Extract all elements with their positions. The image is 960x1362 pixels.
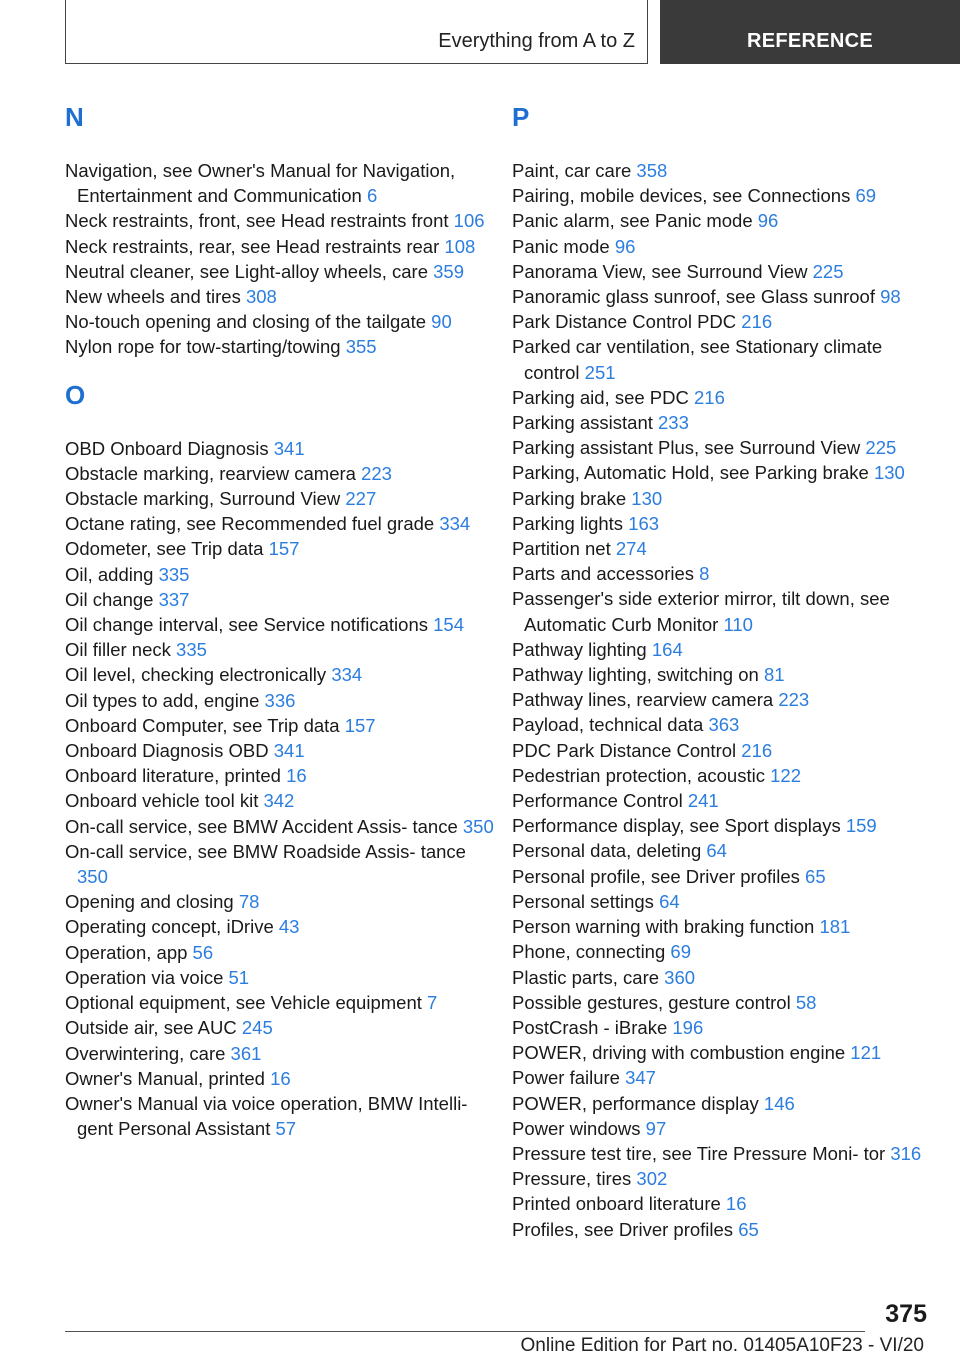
index-entry	[65, 1015, 495, 1040]
index-entry-text: Power failure	[512, 1067, 620, 1089]
index-page-link[interactable]: 110	[723, 613, 753, 635]
index-page-link[interactable]: 358	[636, 160, 668, 181]
index-page-link[interactable]: 57	[275, 1118, 297, 1140]
index-page-link[interactable]: 355	[345, 336, 377, 358]
index-entry-text: POWER, driving with combustion engine	[512, 1042, 846, 1064]
index-entry-text: Oil filler neck	[65, 639, 171, 661]
index-page-link[interactable]: 157	[268, 538, 300, 560]
index-page-link[interactable]: 16	[286, 765, 307, 787]
index-page-link[interactable]: 274	[615, 538, 647, 560]
index-entry	[65, 662, 495, 687]
index-page-link[interactable]: 65	[738, 1218, 759, 1240]
index-entry-text: Pairing, mobile devices, see Connections	[512, 185, 851, 207]
footer-edition: Online Edition for Part no. 01405A10F23 - VI/20	[520, 1335, 924, 1356]
index-entry	[65, 536, 495, 561]
index-entry-text: Personal settings	[512, 890, 654, 912]
index-entry	[65, 990, 495, 1015]
index-entry	[512, 385, 932, 410]
index-page-link[interactable]: 8	[699, 563, 710, 585]
index-page-link[interactable]: 225	[812, 260, 844, 282]
index-entry	[512, 965, 932, 990]
index-entry-text: Panoramic glass sunroof, see Glass sunroof	[512, 286, 875, 308]
index-entry-text: Optional equipment, see Vehicle equipment	[65, 992, 422, 1014]
index-entry	[65, 334, 495, 359]
index-entry-text: PostCrash - iBrake	[512, 1016, 668, 1038]
index-entry	[512, 1040, 932, 1065]
index-page-link[interactable]: 121	[850, 1042, 882, 1064]
index-entry	[512, 1217, 932, 1242]
index-page-link[interactable]: 361	[230, 1042, 262, 1064]
index-entry-text: Performance Control	[512, 790, 683, 812]
index-entry	[512, 990, 932, 1015]
index-page-link[interactable]: 227	[345, 488, 377, 510]
index-page-link[interactable]: 302	[636, 1168, 668, 1190]
index-entry	[65, 1066, 495, 1091]
index-page-link[interactable]: 130	[873, 462, 905, 484]
index-entry	[512, 586, 932, 636]
index-entry-text: Panic mode	[512, 235, 610, 257]
index-entry	[512, 1091, 932, 1116]
index-entry-text: Neck restraints, front, see Head restraints front	[65, 210, 449, 232]
index-entry-text: Plastic parts, care	[512, 966, 660, 988]
index-entry	[65, 1041, 495, 1066]
index-entry-text: Possible gestures, gesture control	[512, 991, 791, 1013]
index-entry	[65, 688, 495, 713]
index-entry	[65, 940, 495, 965]
index-page-link[interactable]: 16	[725, 1193, 747, 1215]
index-letter-heading: O	[65, 379, 86, 410]
index-entry	[512, 486, 932, 511]
index-entry	[512, 939, 932, 964]
index-entry	[65, 889, 495, 914]
index-entry	[512, 1116, 932, 1141]
index-entry-text: Parking brake	[512, 487, 627, 509]
index-page-link[interactable]: 308	[245, 286, 277, 308]
index-entry	[512, 511, 932, 536]
index-page-link[interactable]: 163	[628, 512, 660, 534]
index-page-link[interactable]: 90	[431, 311, 452, 333]
index-entry-text: Overwintering, care	[65, 1042, 226, 1064]
index-page-link[interactable]: 7	[427, 992, 438, 1014]
index-entry-text: Oil, adding	[65, 563, 154, 585]
footer-divider	[65, 1331, 865, 1332]
index-entry-text: Neck restraints, rear, see Head restraints rear	[65, 235, 440, 257]
index-entry-text: Panic alarm, see Panic mode	[512, 210, 753, 232]
index-page-link[interactable]: 342	[263, 790, 295, 812]
index-entry-text: Pathway lighting	[512, 638, 647, 660]
index-page-link[interactable]: 350	[77, 866, 108, 888]
index-entry-text: Outside air, see AUC	[65, 1017, 237, 1039]
index-entry	[512, 712, 932, 737]
index-entry	[512, 738, 932, 763]
index-page-link[interactable]: 334	[331, 664, 363, 686]
index-entry	[512, 334, 932, 384]
index-entry	[512, 763, 932, 788]
index-entry-text: Onboard literature, printed	[65, 765, 281, 787]
index-entry-text: Park Distance Control PDC	[512, 311, 737, 333]
index-entry-text: Navigation, see Owner's Manual for Navigation, Entertainment and Communication	[65, 160, 456, 207]
index-entry	[512, 284, 932, 309]
index-entry-text: Operating concept, iDrive	[65, 916, 274, 938]
index-page-link[interactable]: 96	[757, 210, 779, 232]
index-entry	[65, 208, 495, 233]
index-page-link[interactable]: 78	[238, 891, 260, 913]
index-entry	[512, 1166, 932, 1191]
index-page-link[interactable]: 181	[819, 916, 851, 938]
index-page-link[interactable]: 51	[228, 966, 250, 988]
index-page-link[interactable]: 341	[273, 437, 305, 459]
index-entry-text: Owner's Manual via voice operation, BMW Intelli- gent Personal Assistant	[65, 1092, 468, 1140]
index-entry	[65, 284, 495, 309]
index-entry	[512, 259, 932, 284]
index-entry	[65, 1091, 495, 1141]
index-page-link[interactable]: 341	[273, 740, 305, 762]
index-page-link[interactable]: 337	[158, 588, 190, 610]
index-entry-text: Personal data, deleting	[512, 840, 702, 862]
index-page-link[interactable]: 81	[763, 664, 785, 686]
index-page-link[interactable]: 245	[241, 1017, 273, 1039]
index-page-link[interactable]: 225	[865, 437, 897, 459]
index-entry	[512, 208, 932, 233]
index-entry-text: Oil change	[65, 588, 154, 610]
page-number: 375	[885, 1300, 927, 1328]
index-entry	[65, 612, 495, 637]
chapter-tab-label: REFERENCE	[746, 30, 874, 52]
index-entry	[65, 965, 495, 990]
header-section-box	[65, 0, 648, 64]
index-entry	[65, 814, 495, 839]
index-entry	[65, 511, 495, 536]
index-page-link[interactable]: 146	[763, 1092, 795, 1114]
index-page-link[interactable]: 16	[270, 1067, 291, 1089]
index-entry	[512, 864, 932, 889]
index-entry	[512, 158, 932, 183]
index-entry	[65, 486, 495, 511]
index-entry	[65, 788, 495, 813]
index-entry-text: Obstacle marking, rearview camera	[65, 462, 356, 484]
index-page-link[interactable]: 347	[625, 1067, 656, 1089]
index-entry	[512, 662, 932, 687]
index-entry-text: Oil level, checking electronically	[65, 664, 327, 686]
index-entry-text: Profiles, see Driver profiles	[512, 1218, 734, 1240]
index-entry	[512, 914, 932, 939]
index-entry-text: On-call service, see BMW Roadside Assis- tance	[65, 840, 466, 862]
index-entry-text: Operation via voice	[65, 966, 224, 988]
index-page-link[interactable]: 108	[444, 235, 476, 257]
index-entry-text: Parking, Automatic Hold, see Parking brake	[512, 462, 869, 484]
index-entry	[65, 914, 495, 939]
index-page-link[interactable]: 335	[158, 563, 190, 585]
index-entry	[512, 183, 932, 208]
index-page-link[interactable]: 223	[361, 462, 392, 484]
index-page-link[interactable]: 6	[367, 185, 378, 207]
index-entry	[65, 587, 495, 612]
index-page-link[interactable]: 69	[670, 941, 691, 963]
index-entry-text: Oil change interval, see Service notifications	[65, 614, 428, 636]
index-entry-text: PDC Park Distance Control	[512, 739, 737, 761]
index-page-link[interactable]: 69	[855, 185, 877, 207]
index-page-link[interactable]: 65	[805, 865, 826, 887]
index-page-link[interactable]: 122	[770, 764, 801, 786]
index-entry	[65, 234, 495, 259]
index-entry	[65, 562, 495, 587]
index-page-link[interactable]: 350	[462, 815, 494, 837]
index-page-link[interactable]: 130	[631, 487, 663, 509]
index-page-link[interactable]: 251	[584, 361, 616, 383]
index-entry-text: Parking assistant Plus, see Surround View	[512, 437, 861, 459]
index-entry-text: No-touch opening and closing of the tailgate	[65, 311, 427, 333]
index-entry-text: Performance display, see Sport displays	[512, 815, 841, 837]
index-entry	[65, 461, 495, 486]
index-entry	[65, 158, 495, 208]
index-page-link[interactable]: 241	[687, 790, 719, 812]
index-page-link[interactable]: 334	[439, 513, 471, 535]
index-entry	[65, 763, 495, 788]
index-entry	[512, 637, 932, 662]
index-page-link[interactable]: 164	[651, 638, 683, 660]
index-entry-text: Parking aid, see PDC	[512, 386, 689, 408]
index-entry-text: Pedestrian protection, acoustic	[512, 764, 765, 786]
index-entry	[512, 1141, 932, 1166]
index-entry-text: Onboard vehicle tool kit	[65, 790, 259, 812]
index-entry-text: Partition net	[512, 538, 611, 560]
index-entry-text: POWER, performance display	[512, 1092, 759, 1114]
index-entry	[65, 738, 495, 763]
index-page-link[interactable]: 336	[264, 689, 296, 711]
index-entry-text: Owner's Manual, printed	[65, 1067, 265, 1089]
index-entry	[512, 687, 932, 712]
index-column-left	[65, 100, 495, 1141]
index-entry-text: Onboard Computer, see Trip data	[65, 714, 340, 736]
index-entry-text: Pressure test tire, see Tire Pressure Moni- tor	[512, 1142, 886, 1164]
index-letter-heading: N	[65, 102, 84, 132]
index-entry-text: Nylon rope for tow-starting/towing	[65, 336, 341, 358]
index-page-link[interactable]: 159	[845, 815, 877, 837]
index-entry-text: Parking lights	[512, 512, 624, 534]
index-page-link[interactable]: 58	[795, 991, 817, 1013]
index-page-link[interactable]: 363	[708, 714, 740, 736]
index-entry	[512, 561, 932, 586]
chapter-tab[interactable]	[660, 0, 960, 64]
index-entry-text: Odometer, see Trip data	[65, 538, 264, 560]
index-entry-text: Operation, app	[65, 941, 188, 963]
index-page-link[interactable]: 97	[645, 1117, 667, 1139]
index-entry-text: Pressure, tires	[512, 1168, 632, 1190]
section-title: Everything from A to Z	[438, 30, 635, 52]
index-entry-text: Printed onboard literature	[512, 1193, 721, 1215]
index-page-link[interactable]: 98	[880, 286, 901, 308]
index-entry	[512, 1015, 932, 1040]
index-entry	[512, 309, 932, 334]
index-entry-text: Panorama View, see Surround View	[512, 260, 808, 282]
index-entry-text: Passenger's side exterior mirror, tilt down, see Automatic Curb Monitor	[512, 588, 890, 635]
index-page-link[interactable]: 216	[694, 386, 725, 408]
index-page-link[interactable]: 56	[192, 941, 214, 963]
index-entry-text: Pathway lines, rearview camera	[512, 689, 774, 711]
index-entry	[65, 436, 495, 461]
index-page-link[interactable]: 43	[278, 916, 300, 938]
index-entry	[512, 435, 932, 460]
index-entry-text: Parking assistant	[512, 412, 653, 434]
index-page-link[interactable]: 316	[890, 1142, 922, 1164]
index-entry-text: Paint, car care	[512, 160, 632, 181]
index-entry-text: Onboard Diagnosis OBD	[65, 740, 269, 762]
index-entry-text: New wheels and tires	[65, 286, 241, 308]
index-entry-text: Pathway lighting, switching on	[512, 664, 759, 686]
index-entry-text: On-call service, see BMW Accident Assis- tance	[65, 815, 458, 837]
index-page-link[interactable]: 64	[706, 840, 727, 862]
index-entry-text: Octane rating, see Recommended fuel grade	[65, 513, 435, 535]
index-entry	[512, 788, 932, 813]
index-entry-text: Personal profile, see Driver profiles	[512, 865, 800, 887]
index-entry-text: Phone, connecting	[512, 941, 666, 963]
index-entry-text: Neutral cleaner, see Light-alloy wheels, care	[65, 260, 428, 282]
index-page-link[interactable]: 335	[176, 639, 207, 661]
index-entry	[512, 234, 932, 259]
index-entry	[512, 460, 932, 485]
index-entry-text: Parked car ventilation, see Stationary climate control	[512, 336, 883, 383]
index-page-link[interactable]: 223	[778, 689, 810, 711]
index-entry	[65, 839, 495, 889]
index-page-link[interactable]: 106	[453, 210, 485, 232]
index-entry-text: Opening and closing	[65, 891, 234, 913]
index-entry-text: Parts and accessories	[512, 563, 695, 585]
index-column-right	[512, 100, 932, 1242]
index-entry-text: Payload, technical data	[512, 714, 704, 736]
index-entry	[512, 410, 932, 435]
index-page-link[interactable]: 196	[672, 1016, 704, 1038]
index-entry-text: Obstacle marking, Surround View	[65, 488, 341, 510]
index-page-link[interactable]: 96	[614, 235, 636, 257]
index-entry	[65, 637, 495, 662]
index-entry	[512, 536, 932, 561]
index-page-link[interactable]: 233	[658, 412, 689, 434]
index-page-link[interactable]: 359	[433, 260, 465, 282]
index-page-link[interactable]: 216	[741, 739, 773, 761]
index-entry-text: Oil types to add, engine	[65, 689, 260, 711]
index-entry	[512, 838, 932, 863]
index-entry	[512, 813, 932, 838]
index-entry-text: Power windows	[512, 1117, 641, 1139]
index-page-link[interactable]: 216	[741, 311, 773, 333]
index-letter-heading: P	[512, 102, 530, 132]
index-entry	[512, 1191, 932, 1216]
index-page-link[interactable]: 154	[433, 614, 465, 636]
index-page-link[interactable]: 64	[659, 890, 680, 912]
index-entry	[512, 1065, 932, 1090]
index-page-link[interactable]: 157	[344, 714, 376, 736]
index-entry	[512, 889, 932, 914]
index-entry	[65, 309, 495, 334]
index-page-link[interactable]: 360	[664, 966, 696, 988]
index-entry	[65, 713, 495, 738]
index-entry-text: OBD Onboard Diagnosis	[65, 437, 269, 459]
index-entry	[65, 259, 495, 284]
index-entry-text: Person warning with braking function	[512, 916, 815, 938]
